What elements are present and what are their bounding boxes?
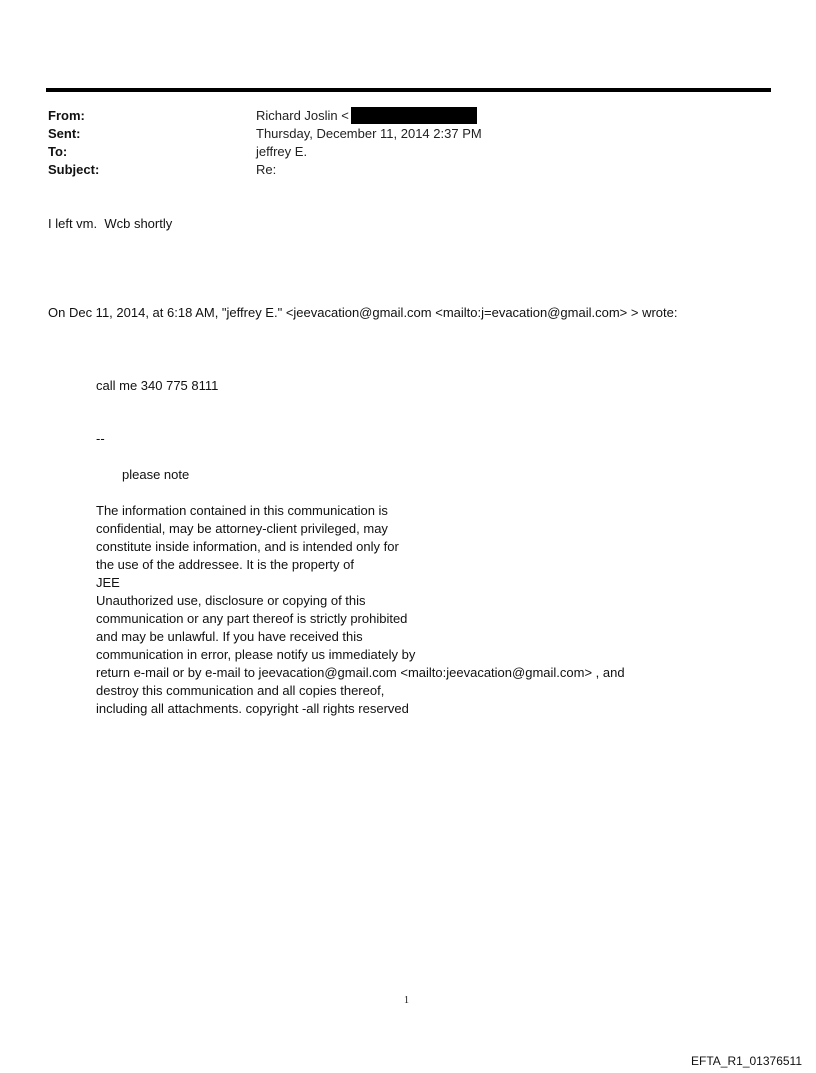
disclaimer-line: JEE [96, 575, 120, 590]
sent-value: Thursday, December 11, 2014 2:37 PM [256, 126, 482, 141]
disclaimer-line: constitute inside information, and is intended only for [96, 539, 399, 554]
quoted-message: call me 340 775 8111 [96, 378, 219, 393]
document-id: EFTA_R1_01376511 [691, 1054, 802, 1068]
to-row [48, 143, 748, 161]
subject-row [48, 161, 748, 179]
disclaimer [96, 502, 625, 718]
subject-value: Re: [256, 162, 277, 177]
from-row [48, 107, 748, 125]
from-label: From: [48, 108, 85, 123]
disclaimer-line: Unauthorized use, disclosure or copying of this [96, 593, 366, 608]
disclaimer-line: confidential, may be attorney-client privileged, may [96, 521, 388, 536]
disclaimer-line: The information contained in this communication is [96, 503, 388, 518]
disclaimer-line: and may be unlawful. If you have received this [96, 629, 363, 644]
disclaimer-line: including all attachments. copyright -all rights reserved [96, 701, 409, 716]
redaction-block [351, 107, 477, 124]
disclaimer-line: destroy this communication and all copies thereof, [96, 683, 385, 698]
please-note: please note [122, 467, 190, 482]
reply-text: I left vm. Wcb shortly [48, 216, 173, 231]
quote-header: On Dec 11, 2014, at 6:18 AM, "jeffrey E." <jeevacation@gmail.com <mailto:j=evacation@gmail.com> > wrote: [48, 305, 678, 320]
disclaimer-line: return e-mail or by e-mail to jeevacation@gmail.com <mailto:jeevacation@gmail.com> , and [96, 665, 625, 680]
from-sender: Richard Joslin < [256, 108, 349, 123]
signature-separator: -- [96, 431, 105, 446]
sent-row [48, 125, 748, 143]
header-divider [46, 88, 771, 92]
to-value: jeffrey E. [256, 144, 308, 159]
page-number: 1 [404, 995, 409, 1006]
disclaimer-line: communication in error, please notify us immediately by [96, 647, 416, 662]
from-value [256, 107, 477, 125]
subject-label: Subject: [48, 162, 100, 177]
email-header [48, 107, 748, 179]
disclaimer-line: communication or any part thereof is strictly prohibited [96, 611, 408, 626]
sent-label: Sent: [48, 126, 81, 141]
to-label: To: [48, 144, 68, 159]
disclaimer-line: the use of the addressee. It is the property of [96, 557, 354, 572]
